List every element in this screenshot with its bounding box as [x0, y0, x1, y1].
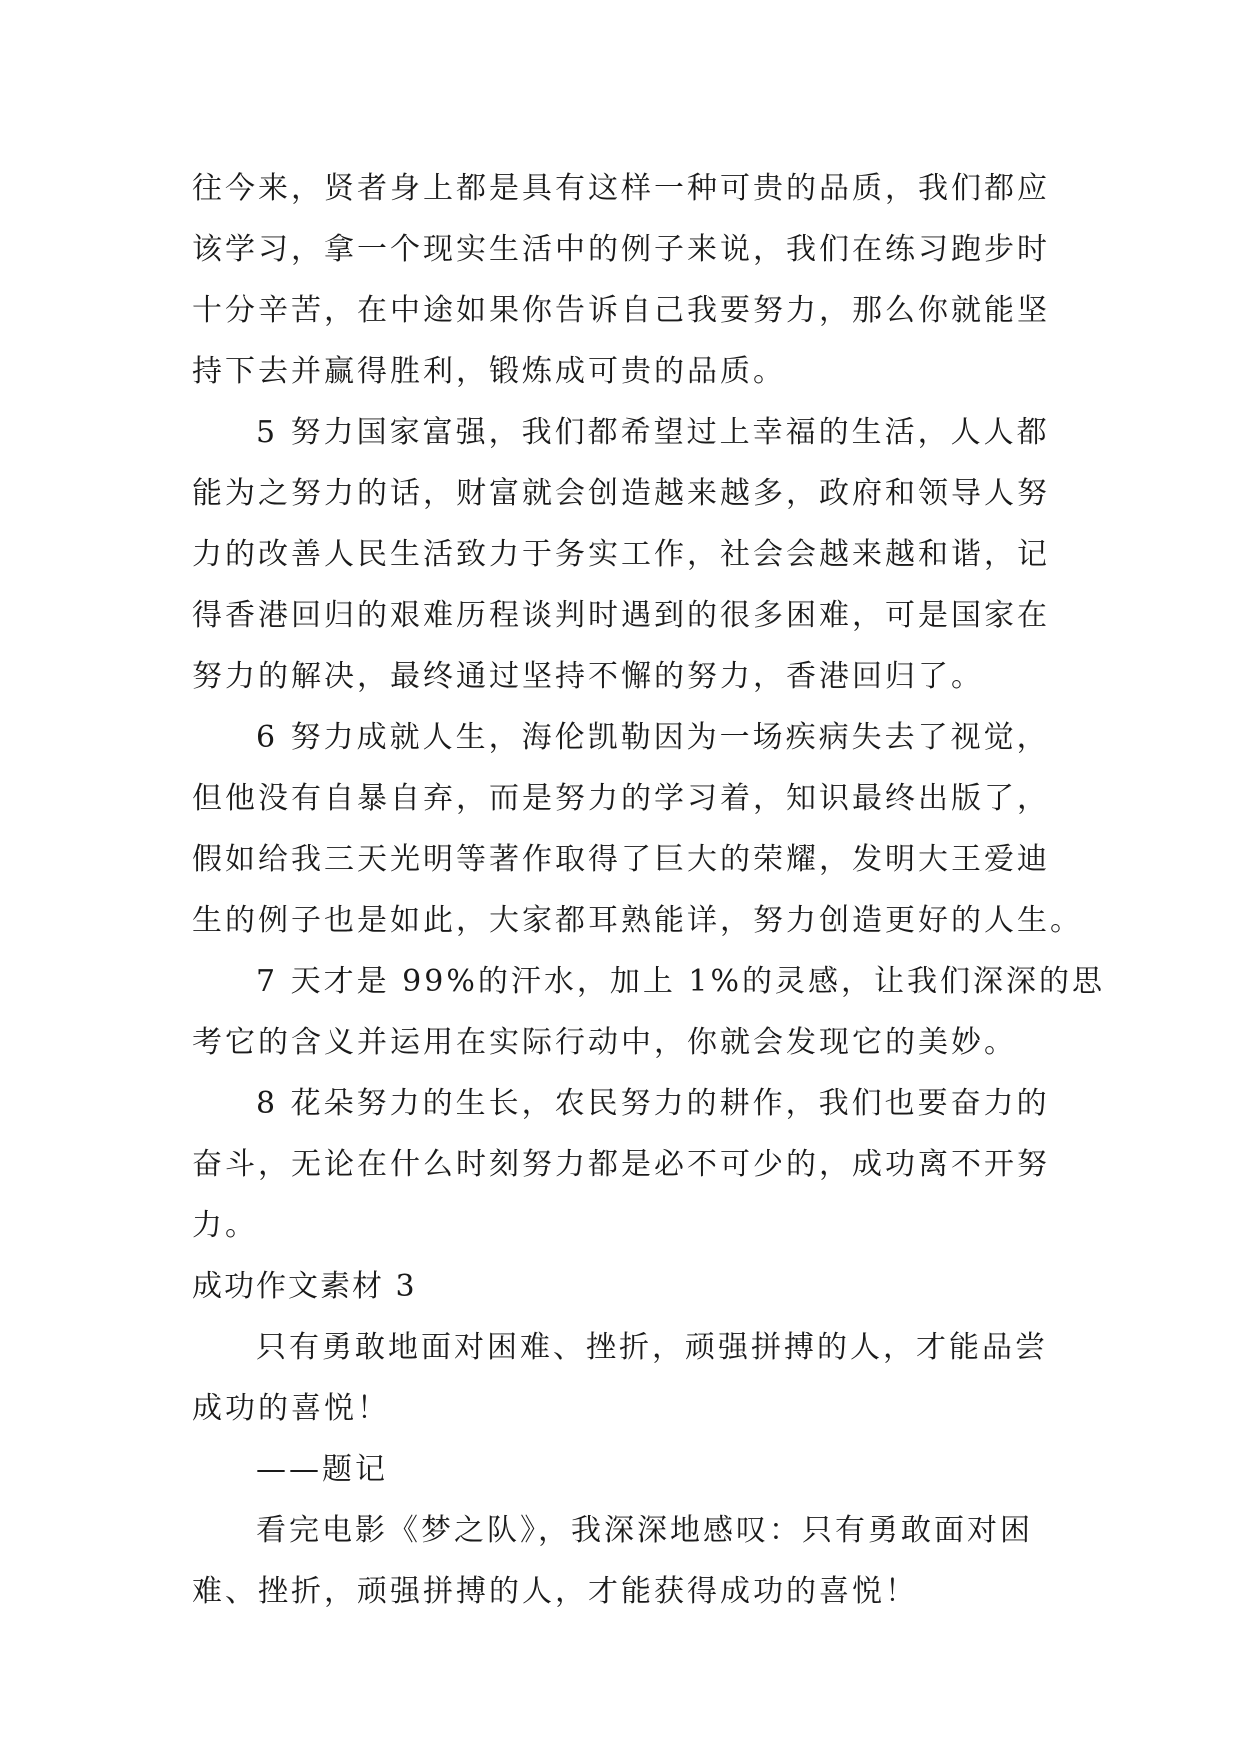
text-line: 努力的解决，最终通过坚持不懈的努力，香港回归了。	[192, 659, 984, 694]
text-line: 该学习，拿一个现实生活中的例子来说，我们在练习跑步时	[192, 232, 1050, 267]
text-line: 考它的含义并运用在实际行动中，你就会发现它的美妙。	[192, 1025, 1017, 1060]
section-heading: 成功作文素材 3	[192, 1269, 417, 1304]
text-line: 得香港回归的艰难历程谈判时遇到的很多困难，可是国家在	[192, 598, 1050, 633]
text-line: 只有勇敢地面对困难、挫折，顽强拼搏的人，才能品尝	[256, 1330, 1048, 1365]
text-line: 往今来，贤者身上都是具有这样一种可贵的品质，我们都应	[192, 171, 1050, 206]
text-line: 难、挫折，顽强拼搏的人，才能获得成功的喜悦！	[192, 1574, 918, 1609]
text-line: 奋斗，无论在什么时刻努力都是必不可少的，成功离不开努	[192, 1147, 1050, 1182]
text-line: 持下去并赢得胜利，锻炼成可贵的品质。	[192, 354, 786, 389]
text-line: 8 花朵努力的生长，农民努力的耕作，我们也要奋力的	[256, 1086, 1050, 1121]
text-line: ——题记	[256, 1452, 388, 1487]
text-line: 力。	[192, 1208, 258, 1243]
text-line: 十分辛苦，在中途如果你告诉自己我要努力，那么你就能坚	[192, 293, 1050, 328]
text-line: 6 努力成就人生，海伦凯勒因为一场疾病失去了视觉，	[256, 720, 1050, 755]
text-line: 成功的喜悦！	[192, 1391, 390, 1426]
text-line: 能为之努力的话，财富就会创造越来越多，政府和领导人努	[192, 476, 1050, 511]
text-line: 7 天才是 99%的汗水，加上 1%的灵感，让我们深深的思	[256, 964, 1105, 999]
text-line: 生的例子也是如此，大家都耳熟能详，努力创造更好的人生。	[192, 903, 1083, 938]
text-line: 看完电影《梦之队》，我深深地感叹：只有勇敢面对困	[256, 1513, 1033, 1548]
text-line: 力的改善人民生活致力于务实工作，社会会越来越和谐，记	[192, 537, 1050, 572]
document-body	[192, 158, 1105, 1622]
text-line: 假如给我三天光明等著作取得了巨大的荣耀，发明大王爱迪	[192, 842, 1050, 877]
text-line: 5 努力国家富强，我们都希望过上幸福的生活，人人都	[256, 415, 1050, 450]
text-line: 但他没有自暴自弃，而是努力的学习着，知识最终出版了，	[192, 781, 1050, 816]
